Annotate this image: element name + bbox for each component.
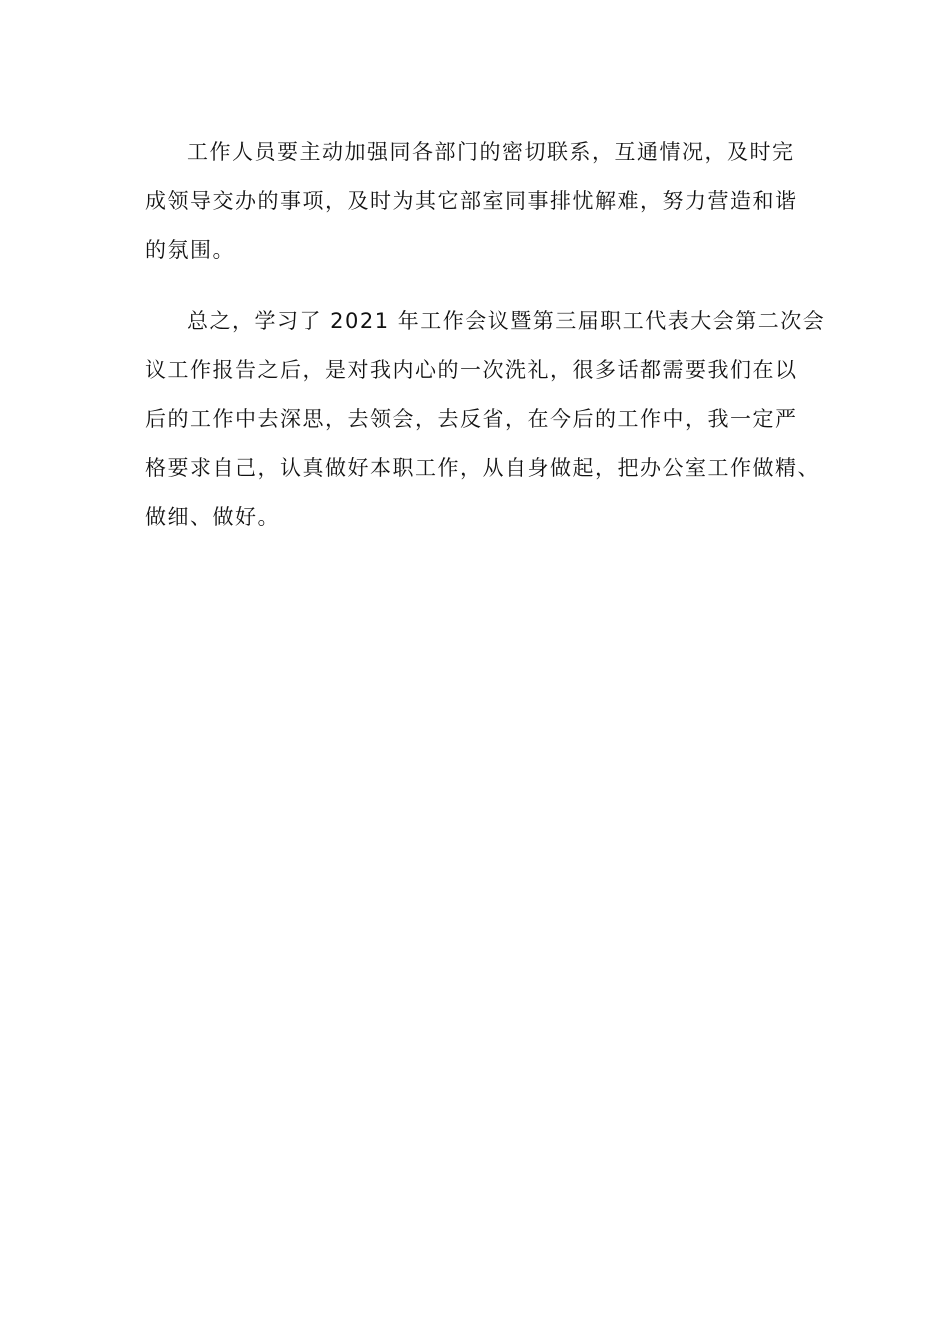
paragraph-1-line-3: 的氛围。	[145, 238, 235, 262]
paragraph-1	[145, 128, 825, 275]
paragraph-2-line-2: 议工作报告之后，是对我内心的一次洗礼，很多话都需要我们在以	[145, 358, 798, 382]
paragraph-2-line-5: 做细、做好。	[145, 505, 280, 529]
paragraph-2	[145, 297, 825, 542]
paragraph-2-line-1: 总之，学习了 2021 年工作会议暨第三届职工代表大会第二次会	[187, 309, 826, 333]
paragraph-1-line-1: 工作人员要主动加强同各部门的密切联系，互通情况，及时完	[187, 140, 795, 164]
document-body	[145, 128, 825, 564]
paragraph-2-line-4: 格要求自己，认真做好本职工作，从自身做起，把办公室工作做精、	[145, 456, 820, 480]
paragraph-2-line-3: 后的工作中去深思，去领会，去反省，在今后的工作中，我一定严	[145, 407, 798, 431]
paragraph-1-line-2: 成领导交办的事项，及时为其它部室同事排忧解难，努力营造和谐	[145, 189, 798, 213]
